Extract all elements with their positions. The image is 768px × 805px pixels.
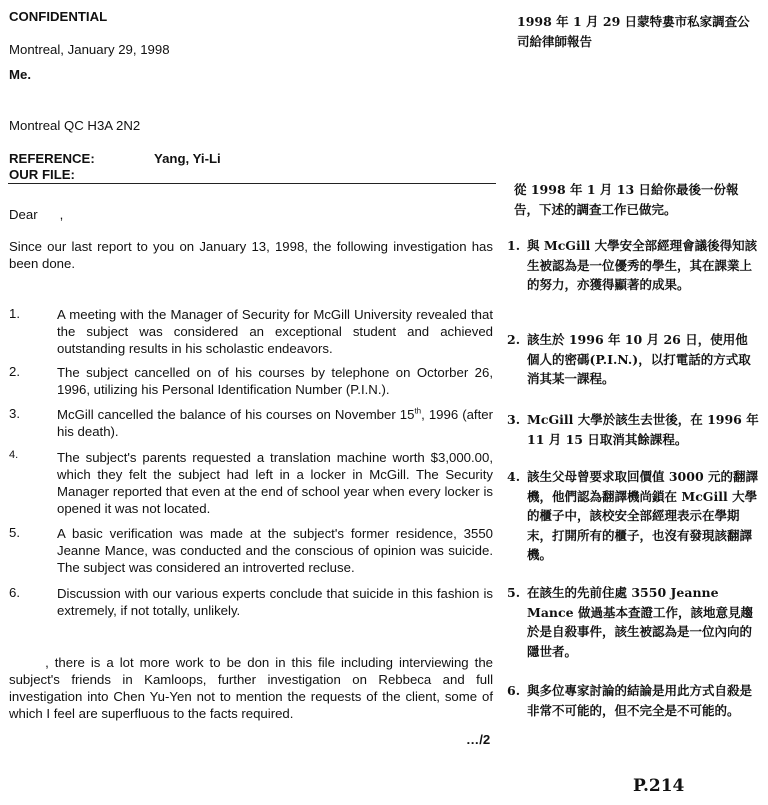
list-item: A basic verification was made at the subject's former residence, 3550 Jeanne Mance, was conducted and the conscious of opinion was suicide. The subject was considered an introverted recluse. [57,526,493,575]
address-line: Montreal QC H3A 2N2 [9,118,141,133]
zh-item-number: 5. [507,585,521,600]
zh-list-item [507,410,759,449]
header-rule [8,183,496,184]
zh-item-text: 與多位專家討論的結論是用此方式自殺是非常不可能的，但不完全是不可能的。 [527,683,753,718]
zh-item-number: 2. [507,332,521,347]
our-file-label: OUR FILE: [9,167,75,182]
addressee: Me. [9,67,31,82]
superscript: th [414,406,422,416]
continued-marker: …/2 [466,732,491,747]
zh-item-number: 4. [507,469,521,484]
intro-paragraph: Since our last report to you on January 13, 1998, the following investigation has been done. [9,239,493,271]
zh-list-item [507,236,759,295]
zh-list-item [507,467,759,565]
item-number: 2. [9,364,20,379]
list-item: A meeting with the Manager of Security for McGill University revealed that the subject was considered an exceptional student and achieved outstanding results in his scholastic endeavors. [57,307,493,356]
list-item [57,406,493,440]
zh-item-text: 與 McGill 大學安全部經理會議後得知該生被認為是一位優秀的學生，其在課業上的努力，亦獲得顯著的成果。 [527,238,758,292]
zh-header: 1998 年 1 月 29 日蒙特婁市私家調查公司給律師報告 [517,14,750,49]
item-number: 1. [9,306,20,321]
item-number: 4. [9,449,19,461]
list-item: The subject's parents requested a translation machine worth $3,000.00, which they felt the subject had left in a locker in McGill. The Security Manager reported that even at the end of school year when every locker is opened it was not located. [57,450,493,516]
zh-intro: 從 1998 年 1 月 13 日給你最後一份報告，下述的調查工作已做完。 [514,182,739,217]
zh-list-item [507,681,759,720]
list-item-text: , 1996 (after his death). [57,407,493,439]
item-number: 3. [9,406,20,421]
confidential-label: CONFIDENTIAL [9,9,108,24]
place-date: Montreal, January 29, 1998 [9,42,170,57]
closing-paragraph: , there is a lot more work to be don in this file including interviewing the subject's friends in Kamloops, further investigation on Rebbeca and full investigation into Chen Yu-Yen not to mention the requests of the client, some of which I feel are superfluous to the facts required. [9,655,497,721]
list-item-text: McGill cancelled the balance of his courses on November 15 [57,407,415,422]
list-item: The subject cancelled on of his courses by telephone on Octorber 26, 1996, utilizing his Personal Identification Number (P.I.N.). [57,365,493,397]
list-item: Discussion with our various experts conclude that suicide in this fashion is extremely, if not totally, unlikely. [57,586,493,618]
reference-label: REFERENCE: [9,151,95,166]
zh-item-text: McGill 大學於該生去世後，在 1996 年 11 月 15 日取消其餘課程。 [527,412,759,447]
zh-item-text: 該生父母曾要求取回價值 3000 元的翻譯機，他們認為翻譯機尚鎖在 McGill 大學的櫃子中，該校安全部經理表示在學期末，打開所有的櫃子，也沒有發現該翻譯機。 [527,469,758,562]
reference-value: Yang, Yi-Li [154,151,221,166]
item-number: 6. [9,585,20,600]
zh-item-number: 3. [507,412,521,427]
zh-list-item [507,330,759,389]
zh-item-text: 在該生的先前住處 3550 Jeanne Mance 做過基本查證工作，該地意見趨於是自殺事件，該生被認為是一位內向的隱世者。 [527,585,753,659]
page-number: P.214 [633,776,685,796]
zh-item-number: 6. [507,683,521,698]
salutation: Dear , [9,207,64,222]
item-number: 5. [9,525,20,540]
zh-list-item [507,583,759,661]
zh-item-text: 該生於 1996 年 10 月 26 日，使用他個人的密碼(P.I.N.)，以打電話的方式取消其某一課程。 [527,332,751,386]
zh-item-number: 1. [507,238,521,253]
